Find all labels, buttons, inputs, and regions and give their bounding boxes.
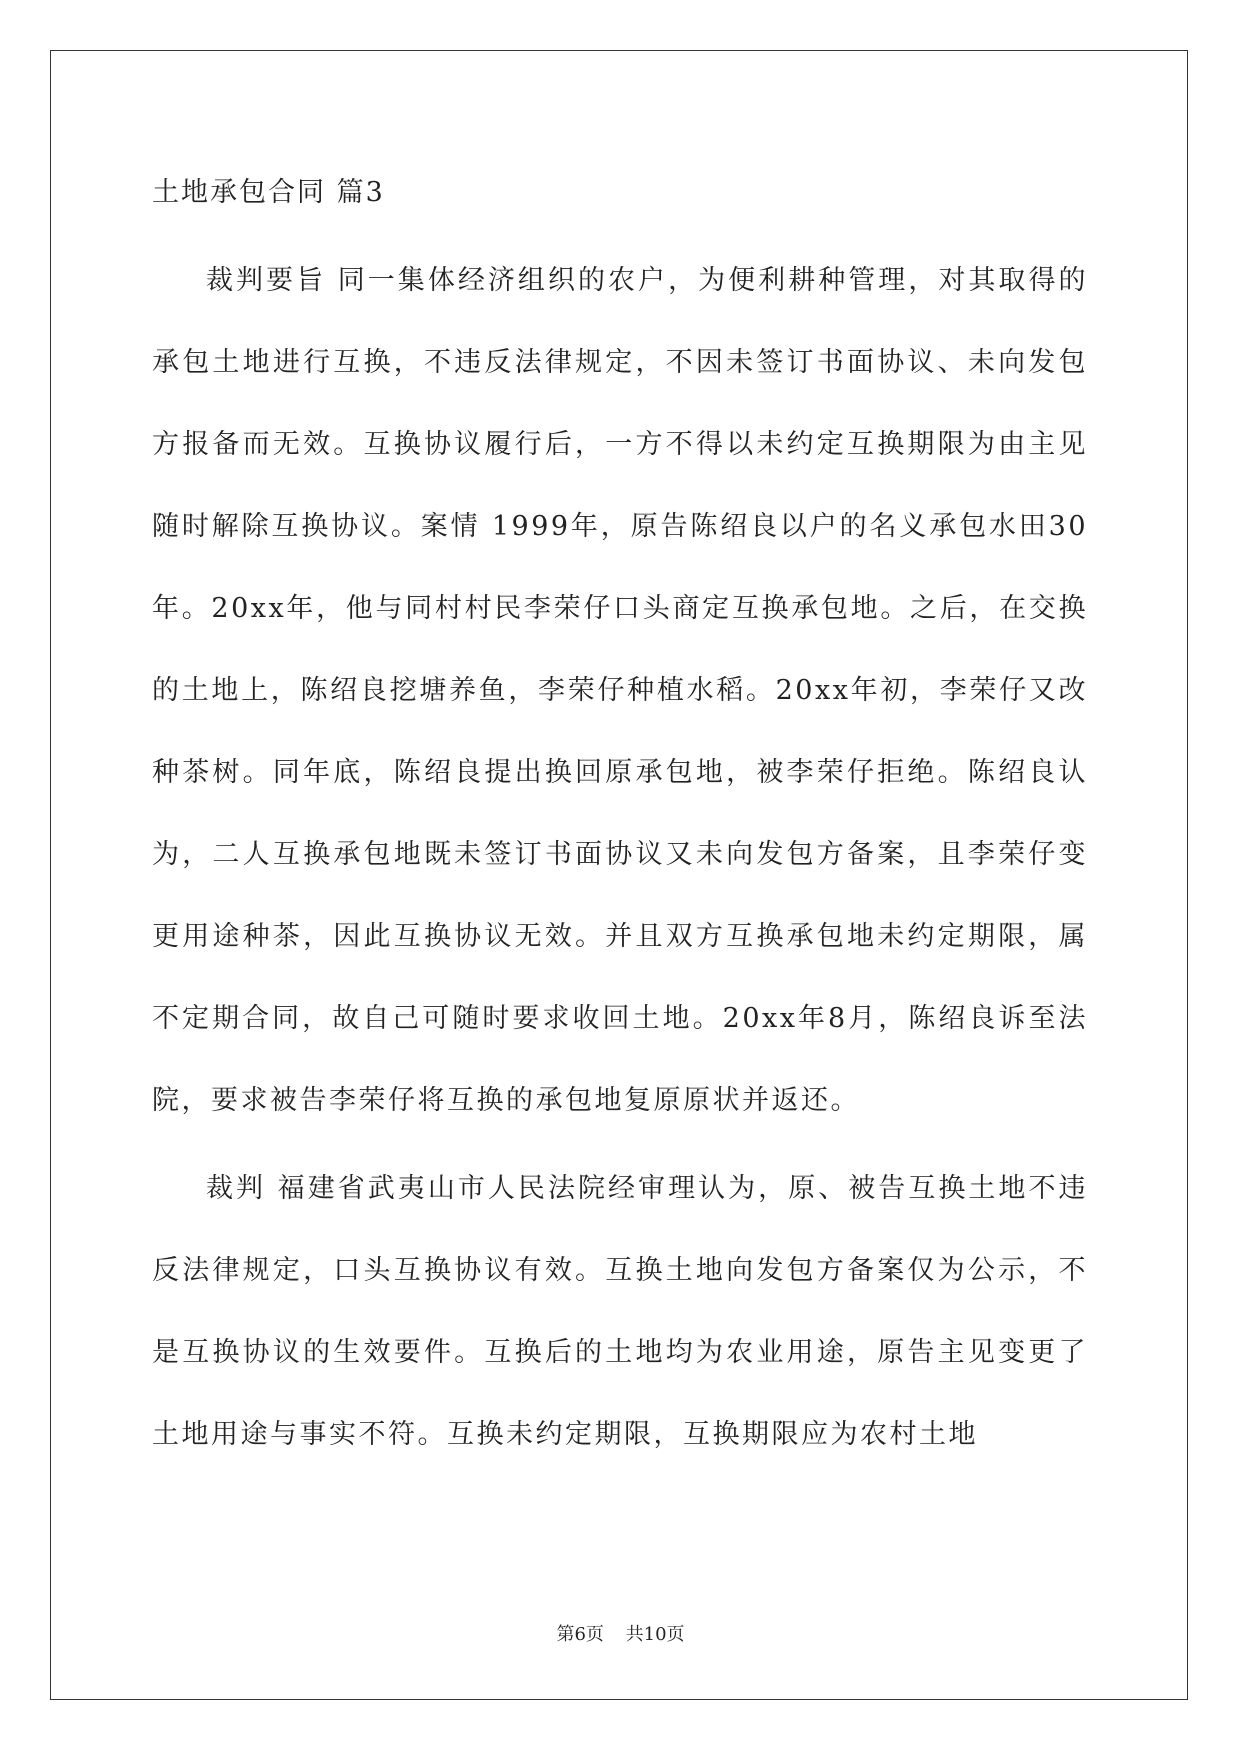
document-heading: 土地承包合同 篇3 bbox=[152, 177, 385, 208]
page-number-total: 共10页 bbox=[625, 1624, 685, 1645]
page-number-current: 第6页 bbox=[556, 1624, 604, 1645]
page-footer bbox=[0, 1620, 1241, 1646]
paragraph-case-summary: 裁判要旨 同一集体经济组织的农户，为便利耕种管理，对其取得的承包土地进行互换，不违反法律规定，不因未签订书面协议、未向发包方报备而无效。互换协议履行后，一方不得以未约定互换期限为由主见随时解除互换协议。案情 1999年，原告陈绍良以户的名义承包水田30年。20xx年，他与同村村民李荣仔口头商定互换承包地。之后，在交换的土地上，陈绍良挖塘养鱼，李荣仔种植水稻。20xx年初，李荣仔又改种茶树。同年底，陈绍良提出换回原承包地，被李荣仔拒绝。陈绍良认为，二人互换承包地既未签订书面协议又未向发包方备案，且李荣仔变更用途种茶，因此互换协议无效。并且双方互换承包地未约定期限，属不定期合同，故自己可随时要求收回土地。20xx年8月，陈绍良诉至法院，要求被告李荣仔将互换的承包地复原原状并返还。 bbox=[152, 265, 1088, 1116]
paragraph-judgment: 裁判 福建省武夷山市人民法院经审理认为，原、被告互换土地不违反法律规定，口头互换协议有效。互换土地向发包方备案仅为公示，不是互换协议的生效要件。互换后的土地均为农业用途，原告主见变更了土地用途与事实不符。互换未约定期限，互换期限应为农村土地 bbox=[152, 1173, 1088, 1450]
document-body bbox=[152, 158, 1088, 1476]
